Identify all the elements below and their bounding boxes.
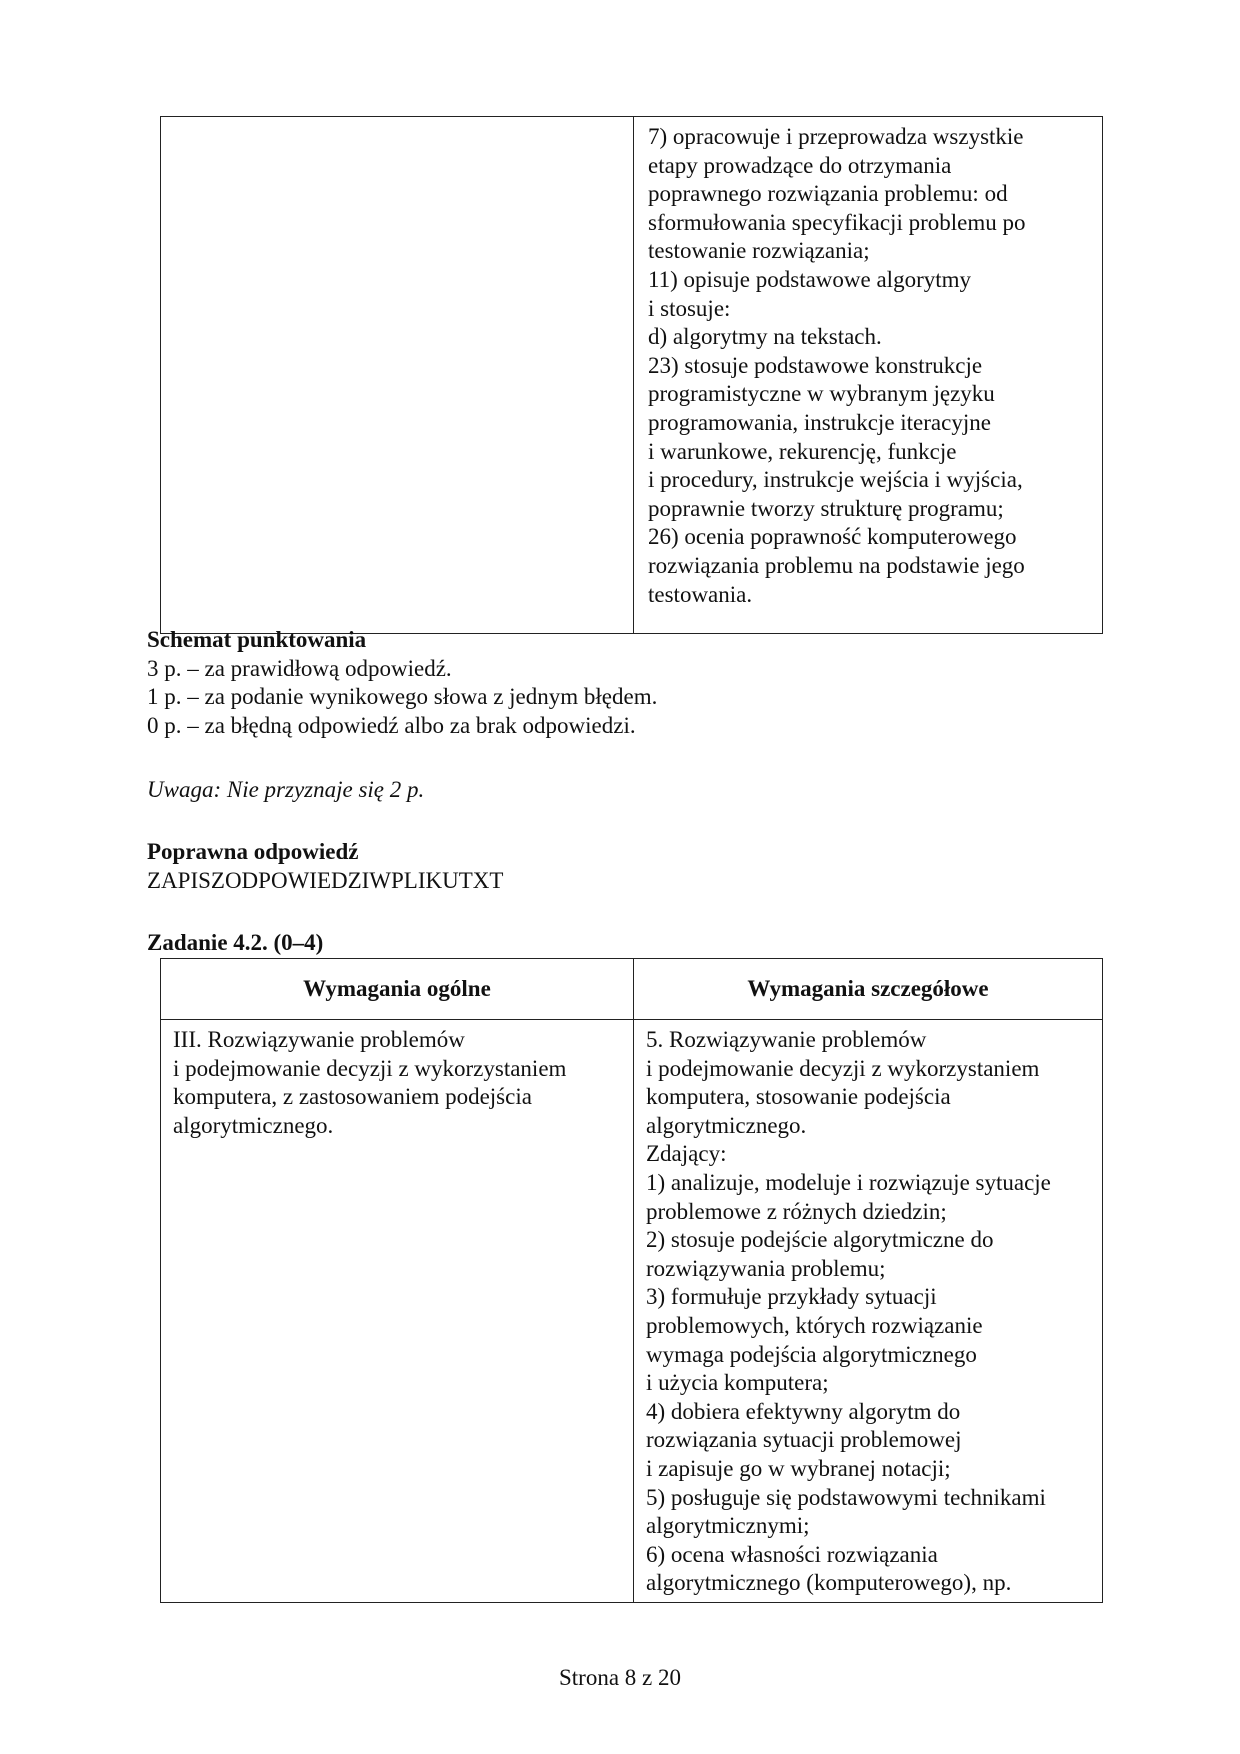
scoring-note: Uwaga: Nie przyznaje się 2 p. <box>147 777 425 802</box>
text-line: III. Rozwiązywanie problemów <box>173 1027 465 1052</box>
requirements-table-continued <box>160 116 1103 634</box>
answer-section <box>147 838 503 895</box>
text-line: testowanie rozwiązania; <box>648 238 870 264</box>
text-line: i użycia komputera; <box>646 1370 829 1396</box>
text-line: i podejmowanie decyzji z wykorzystaniem <box>173 1055 567 1081</box>
text-line: 4) dobiera efektywny algorytm do <box>646 1398 961 1424</box>
answer-heading: Poprawna odpowiedź <box>147 839 359 864</box>
text-line: i warunkowe, rekurencję, funkcje <box>648 438 957 464</box>
answer-value: ZAPISZODPOWIEDZIWPLIKUTXT <box>147 867 504 893</box>
text-line: 11) opisuje podstawowe algorytmy <box>648 266 972 292</box>
detailed-requirements-cell <box>634 1020 1103 1603</box>
general-requirements-header: Wymagania ogólne <box>161 959 634 1020</box>
requirements-table <box>160 958 1103 1603</box>
detailed-requirements-header: Wymagania szczegółowe <box>634 959 1103 1020</box>
text-line: i zapisuje go w wybranej notacji; <box>646 1455 951 1481</box>
detailed-requirements-cell <box>634 117 1103 634</box>
text-line: rozwiązywania problemu; <box>646 1255 886 1281</box>
scoring-line: 3 p. – za prawidłową odpowiedź. <box>147 655 452 681</box>
text-line: i stosuje: <box>648 295 731 321</box>
text-line: 26) ocenia poprawność komputerowego <box>648 524 1017 550</box>
task-heading: Zadanie 4.2. (0–4) <box>147 930 324 955</box>
text-line: rozwiązania sytuacji problemowej <box>646 1427 962 1453</box>
text-line: problemowych, których rozwiązanie <box>646 1312 983 1338</box>
general-requirements-cell-empty <box>161 117 634 634</box>
table-row <box>161 1020 1103 1603</box>
text-line: poprawnego rozwiązania problemu: od <box>648 181 1008 207</box>
scoring-heading: Schemat punktowania <box>147 627 367 652</box>
text-line: 7) opracowuje i przeprowadza wszystkie <box>648 124 1024 149</box>
text-line: algorytmicznymi; <box>646 1513 810 1539</box>
text-line: problemowe z różnych dziedzin; <box>646 1198 947 1224</box>
text-line: rozwiązania problemu na podstawie jego <box>648 552 1025 578</box>
text-line: Zdający: <box>646 1141 727 1167</box>
text-line: d) algorytmy na tekstach. <box>648 324 882 350</box>
text-line: programistyczne w wybranym języku <box>648 381 995 407</box>
text-line: 23) stosuje podstawowe konstrukcje <box>648 352 983 378</box>
text-line: 1) analizuje, modeluje i rozwiązuje sytuacje <box>646 1169 1051 1195</box>
table-header-row <box>161 959 1103 1020</box>
page-number: Strona 8 z 20 <box>558 1665 681 1690</box>
text-line: algorytmicznego. <box>646 1112 807 1138</box>
text-line: algorytmicznego. <box>173 1112 334 1138</box>
text-line: programowania, instrukcje iteracyjne <box>648 409 991 435</box>
text-line: wymaga podejścia algorytmicznego <box>646 1341 977 1367</box>
table-row <box>161 117 1103 634</box>
scoring-line: 0 p. – za błędną odpowiedź albo za brak odpowiedzi. <box>147 712 636 738</box>
text-line: komputera, z zastosowaniem podejścia <box>173 1084 532 1110</box>
text-line: algorytmicznego (komputerowego), np. <box>646 1570 1012 1596</box>
text-line: komputera, stosowanie podejścia <box>646 1084 951 1110</box>
text-line: i podejmowanie decyzji z wykorzystaniem <box>646 1055 1040 1081</box>
text-line: poprawnie tworzy strukturę programu; <box>648 495 1004 521</box>
text-line: 2) stosuje podejście algorytmiczne do <box>646 1227 994 1253</box>
text-line: etapy prowadzące do otrzymania <box>648 152 952 178</box>
scoring-section <box>147 626 657 740</box>
text-line: i procedury, instrukcje wejścia i wyjścia, <box>648 467 1023 493</box>
text-line: 6) ocena własności rozwiązania <box>646 1541 938 1567</box>
text-line: testowania. <box>648 581 753 607</box>
text-line: 5. Rozwiązywanie problemów <box>646 1027 927 1052</box>
text-line: 5) posługuje się podstawowymi technikami <box>646 1484 1046 1510</box>
general-requirements-cell <box>161 1020 634 1603</box>
scoring-line: 1 p. – za podanie wynikowego słowa z jednym błędem. <box>147 684 658 709</box>
text-line: 3) formułuje przykłady sytuacji <box>646 1284 937 1310</box>
text-line: sformułowania specyfikacji problemu po <box>648 209 1026 235</box>
